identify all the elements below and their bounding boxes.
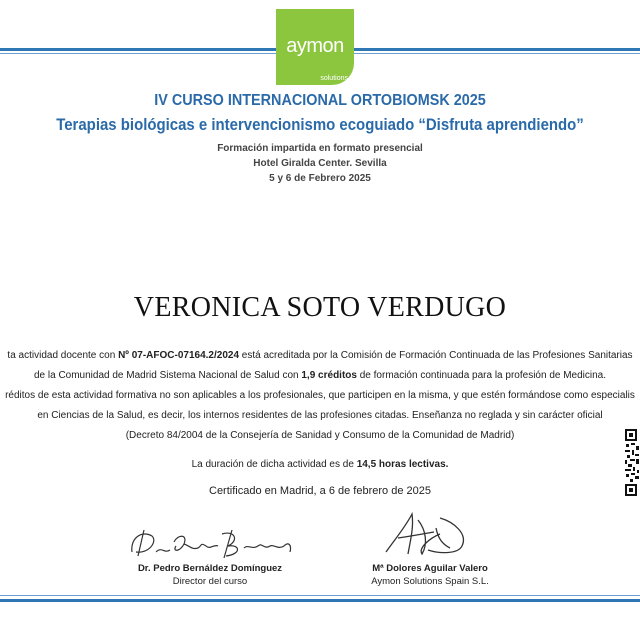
- accreditation-text-cont: está acreditada por la Comisión de Formación Continuada de las Profesiones Sanitarias: [239, 350, 633, 361]
- logo-sub-text: solutions: [320, 75, 348, 82]
- recipient-name: VERONICA SOTO VERDUGO: [133, 292, 507, 323]
- credits-text-cont: de formación continuada para la profesión de Medicina.: [356, 370, 607, 381]
- accreditation-line-3: réditos de esta actividad formativa no son aplicables a los profesionales, que participen en la misma, y que estén formándose como especialis: [5, 390, 635, 401]
- accreditation-text: ta actividad docente con: [7, 350, 119, 361]
- course-subtitle: Terapias biológicas e intervencionismo ecoguiado “Disfruta aprendiendo”: [56, 115, 584, 134]
- qr-code: [624, 428, 640, 498]
- accreditation-line-2: [0, 370, 640, 381]
- credits-value: 1,9 créditos: [301, 370, 357, 381]
- signer-role-right: Aymon Solutions Spain S.L.: [371, 576, 489, 587]
- bottom-border-thin-line: [0, 595, 640, 596]
- bottom-border-line: [0, 599, 640, 602]
- course-title: IV CURSO INTERNACIONAL ORTOBIOMSK 2025: [154, 92, 486, 109]
- accreditation-line-4: en Ciencias de la Salud, es decir, los internos residentes de las profesiones citadas. Enseñanza no reglada y sin carácter oficial: [37, 410, 603, 421]
- signature-dolores-aguilar: [378, 508, 478, 562]
- course-duration: [0, 459, 640, 470]
- signer-name-right: Mª Dolores Aguilar Valero: [372, 563, 488, 574]
- signer-name-left: Dr. Pedro Bernáldez Domínguez: [137, 563, 283, 574]
- accreditation-line-5: (Decreto 84/2004 de la Consejería de Sanidad y Consumo de la Comunidad de Madrid): [125, 430, 515, 441]
- course-dates: 5 y 6 de Febrero 2025: [269, 173, 371, 184]
- signature-block-left: [110, 563, 310, 587]
- duration-hours: 14,5 horas lectivas.: [356, 459, 449, 470]
- logo-brand-text: aymon: [286, 35, 344, 57]
- course-format: Formación impartida en formato presencial: [217, 143, 423, 154]
- course-venue: Hotel Giralda Center. Sevilla: [253, 158, 387, 169]
- accreditation-code: Nº 07-AFOC-07164.2/2024: [118, 350, 239, 361]
- signature-pedro-bernaldez: [122, 516, 298, 562]
- signer-role-left: Director del curso: [172, 576, 248, 587]
- aymon-logo: [276, 9, 354, 85]
- signature-block-right: [330, 563, 530, 587]
- duration-text: La duración de dicha actividad es de: [191, 459, 357, 470]
- certification-date: Certificado en Madrid, a 6 de febrero de 2025: [209, 485, 431, 497]
- accreditation-line-1: [0, 350, 640, 361]
- credits-text: de la Comunidad de Madrid Sistema Nacional de Salud con: [33, 370, 302, 381]
